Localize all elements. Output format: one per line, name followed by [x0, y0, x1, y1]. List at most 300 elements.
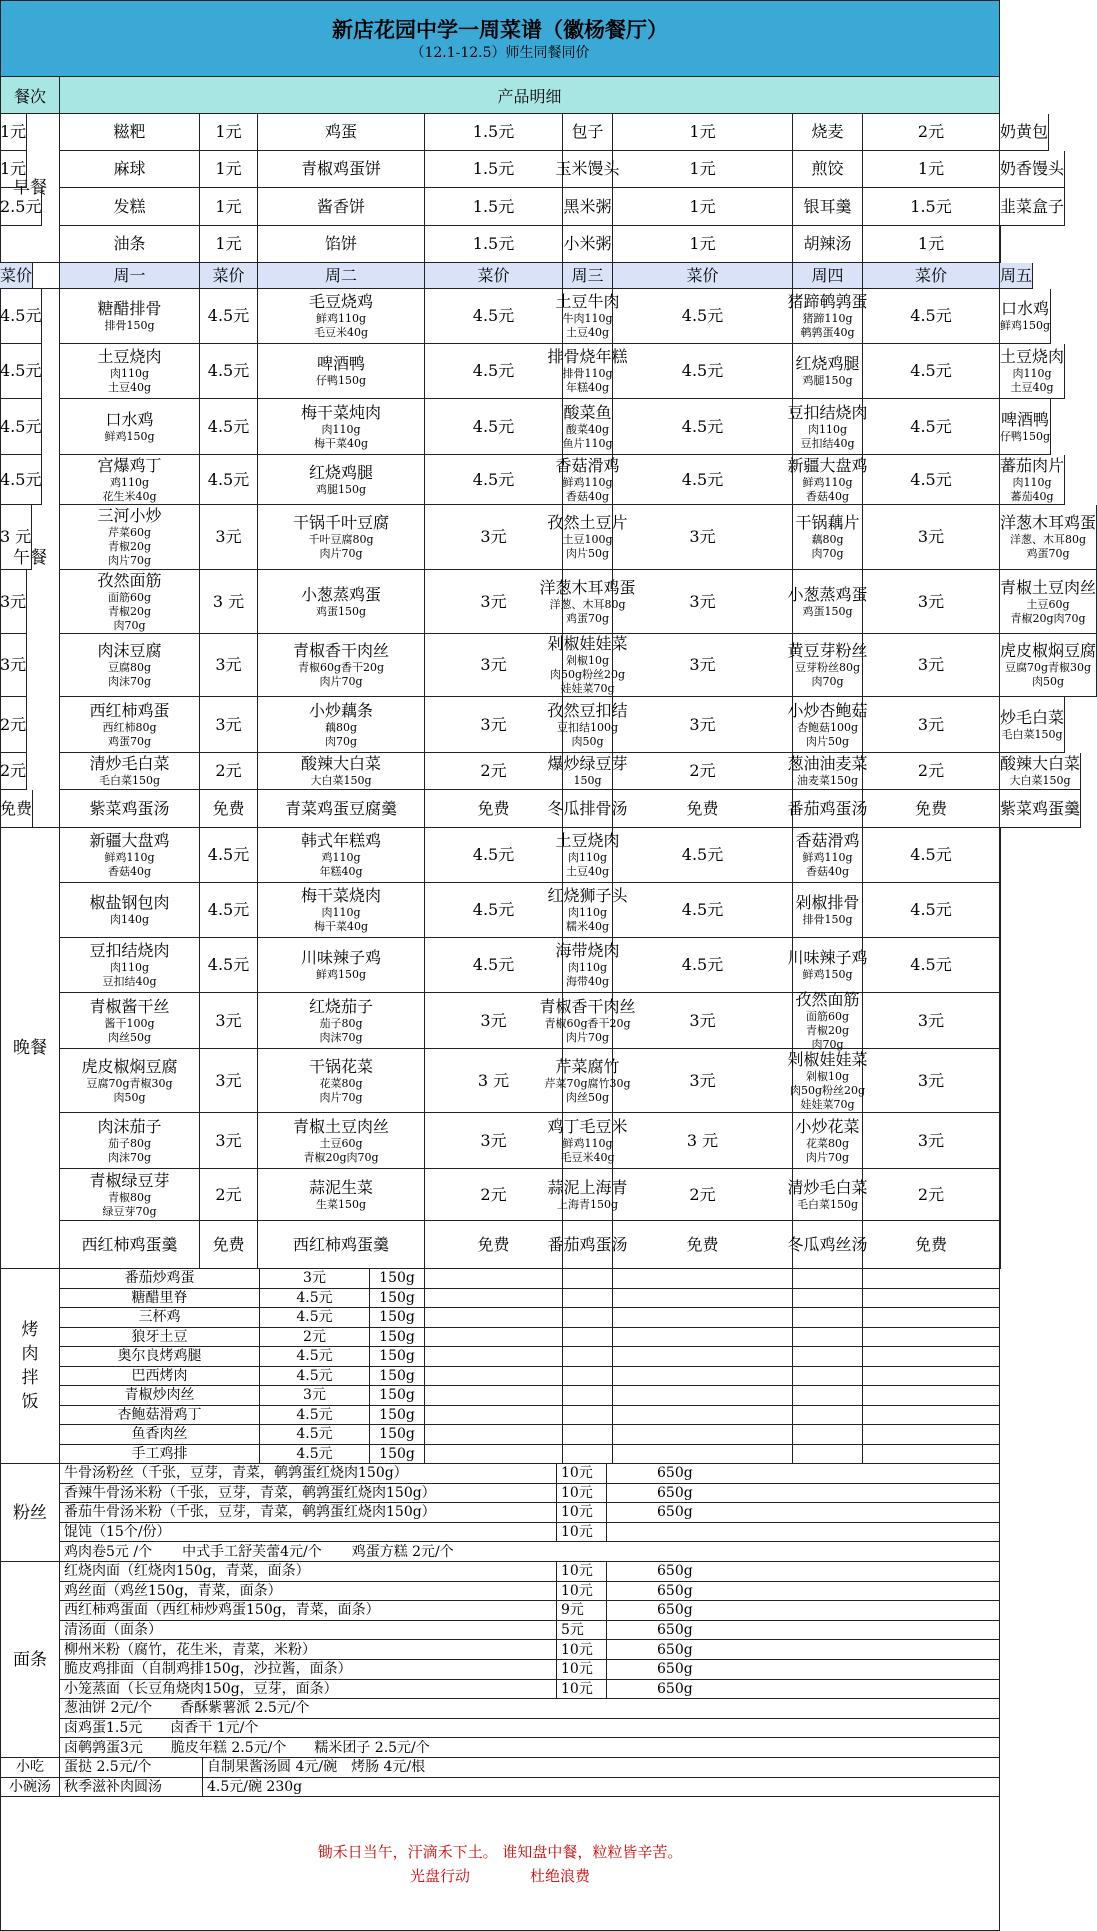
bbq-price: 4.5元: [260, 1308, 370, 1328]
empty-cell: [425, 1308, 563, 1328]
dish-ingredient: 面筋60g: [107, 590, 152, 604]
dish-price: 3元: [425, 993, 563, 1049]
dish-price: 4.5元: [200, 828, 258, 883]
dish-cell: [547, 505, 628, 570]
dish-cell: [793, 1113, 863, 1169]
dish-ingredient: 肉110g: [321, 422, 361, 436]
dish-ingredient: 上海青150g: [556, 1197, 619, 1211]
menu-price: 10元: [557, 1582, 607, 1602]
dish-ingredient: 糯米40g: [565, 920, 610, 933]
dish-ingredient: 生菜150g: [315, 1197, 367, 1211]
dish-cell: [793, 505, 863, 570]
bbq-weight: 150g: [370, 1445, 425, 1465]
dish-cell: [258, 1049, 425, 1113]
day-header: 周二: [258, 263, 425, 289]
dish-cell: [1000, 1169, 1001, 1221]
dish-ingredient: 鲜鸡110g: [802, 475, 853, 489]
empty-cell: [613, 1367, 793, 1387]
menu-price: 10元: [557, 1484, 607, 1504]
dish-ingredient: 娃娃菜70g: [800, 1097, 855, 1111]
dish-ingredient: 茄子80g: [107, 1136, 152, 1150]
empty-cell: [425, 1289, 563, 1309]
dish-name: 小葱蒸鸡蛋: [300, 584, 381, 604]
dish-ingredient: 西红柿80g: [102, 720, 157, 734]
menu-weight: [607, 1523, 1000, 1543]
dish-price: 4.5元: [863, 455, 1000, 505]
menu-price: 10元: [557, 1562, 607, 1582]
breakfast-item: 胡辣汤: [793, 226, 863, 263]
dish-ingredient: 大白菜150g: [310, 774, 372, 787]
dish-ingredient: 土豆40g: [565, 865, 610, 878]
dish-name: 小炒藕条: [308, 700, 373, 720]
snack-item-b: 自制果酱汤圆 4元/碗 烤肠 4元/根: [203, 1758, 1000, 1778]
bbq-weight: 150g: [370, 1328, 425, 1348]
dish-name: 洋葱木耳鸡蛋: [1000, 513, 1097, 532]
dish-ingredient: 肉70g: [811, 547, 844, 560]
dish-ingredient: 绿豆芽70g: [102, 1204, 157, 1218]
breakfast-price: 1元: [200, 151, 258, 188]
breakfast-label: 早餐: [0, 114, 60, 263]
dish-cell: [258, 344, 425, 399]
breakfast-item: 韭菜盒子: [1000, 188, 1065, 226]
price-header: 菜价: [863, 263, 1000, 289]
day-header: 周三: [563, 263, 613, 289]
dish-cell: [555, 828, 620, 883]
dish-cell: [1000, 753, 1081, 790]
dish-ingredient: 肉丝50g: [107, 1030, 152, 1044]
dish-price: 3元: [863, 1049, 1000, 1113]
dish-cell: [258, 1221, 425, 1269]
bbq-item: 狼牙土豆: [60, 1328, 260, 1348]
breakfast-price: 2.5元: [0, 188, 42, 226]
dish-ingredient: 肉70g: [113, 618, 146, 632]
dish-price: 4.5元: [613, 455, 793, 505]
dish-ingredient: 芹菜60g: [107, 526, 152, 539]
dish-cell: [1000, 289, 1051, 344]
dish-price: 4.5元: [200, 399, 258, 455]
noodles-rice-label: 粉丝: [0, 1464, 60, 1562]
empty-cell: [425, 1269, 563, 1289]
breakfast-item: 银耳羹: [793, 188, 863, 226]
dish-price: 3元: [613, 634, 793, 697]
breakfast-price: 1.5元: [425, 226, 563, 263]
dish-ingredient: 土豆60g: [1026, 597, 1070, 611]
menu-price: 10元: [557, 1680, 607, 1700]
empty-cell: [793, 1386, 863, 1406]
dish-name: 土豆烧肉: [1000, 347, 1065, 366]
dish-price: 4.5元: [200, 938, 258, 993]
dish-cell: [1000, 1049, 1001, 1113]
empty-cell: [863, 1269, 1000, 1289]
price-header: 菜价: [613, 263, 793, 289]
dish-ingredient: 香菇40g: [565, 489, 610, 503]
menu-weight: 650g: [607, 1503, 1000, 1523]
day-header: 周一: [60, 263, 200, 289]
dish-price: [0, 1113, 1, 1169]
dish-name: 青椒绿豆芽: [89, 1170, 170, 1190]
dish-price: 3元: [200, 1113, 258, 1169]
dish-price: 3元: [613, 697, 793, 753]
dish-ingredient: 豆扣结40g: [800, 436, 855, 450]
dish-cell: [1000, 1113, 1001, 1169]
dish-price: 3元: [863, 634, 1000, 697]
bbq-item: 三杯鸡: [60, 1308, 260, 1328]
empty-cell: [863, 1445, 1000, 1465]
dish-cell: [60, 753, 200, 790]
dish-name: 啤酒鸭: [316, 354, 365, 373]
dish-name: 剁椒娃娃菜: [787, 1049, 868, 1069]
dish-cell: [1000, 344, 1065, 399]
bbq-item: 番茄炒鸡蛋: [60, 1269, 260, 1289]
page-title: 新店花园中学一周菜谱（徽杨餐厅）: [332, 16, 668, 42]
dish-ingredient: 肉片70g: [805, 1150, 850, 1164]
dish-cell: [539, 993, 636, 1049]
dish-name: 番茄鸡蛋汤: [547, 1234, 628, 1254]
breakfast-price: 1元: [200, 226, 258, 263]
dish-cell: [547, 1221, 628, 1269]
dish-cell: [258, 938, 425, 993]
dish-ingredient: 鲜鸡110g: [562, 1136, 613, 1150]
dish-name: 酸辣大白菜: [1000, 754, 1081, 773]
dish-cell: [60, 634, 200, 697]
dish-ingredient: 肉沫70g: [107, 1150, 152, 1164]
dish-name: 川味辣子鸡: [300, 948, 381, 967]
dish-name: 虎皮椒焖豆腐: [81, 1056, 178, 1076]
dish-ingredient: 毛白菜150g: [796, 1197, 859, 1211]
empty-cell: [563, 1445, 613, 1465]
dish-cell: [258, 289, 425, 344]
breakfast-price: 1元: [0, 114, 27, 151]
dish-price: 2元: [0, 753, 27, 790]
bbq-weight: 150g: [370, 1386, 425, 1406]
dish-price: 2元: [863, 753, 1000, 790]
menu-item: 馄饨（15个/份）: [60, 1523, 557, 1543]
dish-name: 黄豆芽粉丝: [787, 641, 868, 660]
empty-cell: [613, 1289, 793, 1309]
dish-price: 3元: [863, 993, 1000, 1049]
dish-cell: [787, 289, 868, 344]
breakfast-price: [0, 226, 1, 263]
dish-cell: [787, 938, 868, 993]
dish-cell: [547, 753, 628, 790]
empty-cell: [613, 1269, 793, 1289]
dish-price: 免费: [863, 1221, 1000, 1269]
dish-ingredient: 鲜鸡150g: [104, 429, 155, 443]
menu-item: 牛骨汤粉丝（千张，豆芽，青菜，鹌鹑蛋红烧肉150g）: [60, 1464, 557, 1484]
breakfast-price: 1.5元: [425, 114, 563, 151]
dish-cell: [60, 455, 200, 505]
dish-ingredient: 肉片70g: [319, 1090, 363, 1104]
dish-price: 3 元: [425, 1049, 563, 1113]
breakfast-price: 1元: [613, 114, 793, 151]
menu-item: 清汤面（面条）: [60, 1621, 557, 1641]
dish-price: 3元: [425, 1113, 563, 1169]
bbq-item: 杏鲍菇滑鸡丁: [60, 1406, 260, 1426]
empty-cell: [613, 1308, 793, 1328]
dish-price: 4.5元: [425, 938, 563, 993]
bbq-price: 2元: [260, 1328, 370, 1348]
dish-ingredient: 娃娃菜70g: [560, 682, 615, 695]
dish-price: 4.5元: [200, 883, 258, 938]
dish-name: 口水鸡: [1001, 299, 1050, 318]
dish-cell: [1000, 399, 1051, 455]
dish-price: 4.5元: [0, 399, 42, 455]
dish-name: 三河小炒: [97, 506, 162, 525]
dish-cell: [1000, 634, 1097, 697]
dish-price: [0, 993, 1, 1049]
dish-ingredient: 肉70g: [324, 734, 358, 748]
dish-price: 3元: [0, 570, 27, 634]
dish-ingredient: 肉片70g: [319, 547, 363, 560]
dish-price: 3元: [200, 505, 258, 570]
dish-ingredient: 青椒20g: [107, 540, 152, 553]
empty-cell: [563, 1386, 613, 1406]
dish-ingredient: 青椒20g肉70g: [303, 1150, 379, 1164]
dish-cell: [787, 1049, 868, 1113]
empty-cell: [863, 1425, 1000, 1445]
dish-ingredient: 肉110g: [567, 961, 608, 974]
empty-cell: [793, 1308, 863, 1328]
dish-cell: [1000, 938, 1001, 993]
dish-ingredient: 酱干100g: [104, 1016, 155, 1030]
dish-ingredient: 肉50g: [571, 734, 604, 748]
bbq-item: 手工鸡排: [60, 1445, 260, 1465]
menu-price: 10元: [557, 1523, 607, 1543]
dish-name: 青椒土豆肉丝: [292, 1116, 389, 1136]
dish-price: [0, 938, 1, 993]
menu-weight: 650g: [607, 1562, 1000, 1582]
breakfast-price: 1.5元: [863, 188, 1000, 226]
dish-cell: [547, 697, 628, 753]
dish-name: 豆扣结烧肉: [787, 402, 868, 422]
menu-item: 西红柿鸡蛋面（西红柿炒鸡蛋150g，青菜，面条）: [60, 1601, 557, 1621]
dish-price: 4.5元: [425, 399, 563, 455]
dish-price: 3元: [863, 570, 1000, 634]
dish-ingredient: 肉沫70g: [319, 1030, 363, 1044]
dish-ingredient: 千叶豆腐80g: [308, 533, 374, 546]
dish-name: 青椒香干肉丝: [292, 641, 389, 660]
bbq-weight: 150g: [370, 1269, 425, 1289]
dish-ingredient: 鲜鸡150g: [1000, 319, 1051, 332]
bbq-price: 3元: [260, 1269, 370, 1289]
dish-ingredient: 排骨110g: [562, 367, 613, 380]
dish-name: 红烧狮子头: [547, 886, 628, 905]
dish-cell: [787, 753, 868, 790]
dish-name: 啤酒鸭: [1001, 409, 1050, 429]
dish-price: 免费: [200, 1221, 258, 1269]
empty-cell: [793, 1328, 863, 1348]
menu-weight: 650g: [607, 1640, 1000, 1660]
dish-ingredient: 牛肉110g: [562, 312, 613, 325]
dish-cell: [1000, 993, 1001, 1049]
dish-name: 红烧鸡腿: [795, 354, 860, 373]
dish-ingredient: 剁椒10g: [565, 654, 610, 667]
breakfast-price: 1元: [200, 188, 258, 226]
dish-name: 新疆大盘鸡: [89, 831, 170, 850]
empty-cell: [563, 1425, 613, 1445]
dish-cell: [1000, 1221, 1001, 1269]
dish-price: 4.5元: [0, 344, 42, 399]
dish-name: 酸辣大白菜: [300, 754, 381, 773]
dish-ingredient: 海带40g: [565, 975, 610, 988]
dish-name: 虎皮椒焖豆腐: [1000, 641, 1097, 660]
dish-ingredient: 肉140g: [109, 913, 150, 926]
dish-price: 4.5元: [613, 399, 793, 455]
dish-name: 土豆牛肉: [555, 292, 620, 311]
dish-price: 4.5元: [200, 289, 258, 344]
dish-cell: [793, 828, 863, 883]
dish-ingredient: 鸡腿150g: [802, 374, 853, 387]
price-header: 菜价: [0, 263, 33, 289]
dish-price: 免费: [0, 790, 33, 828]
dish-ingredient: 豆腐70g青椒30g: [1004, 661, 1092, 674]
bbq-price: 4.5元: [260, 1425, 370, 1445]
dish-name: 口水鸡: [105, 409, 154, 429]
empty-cell: [863, 1289, 1000, 1309]
dish-name: 土豆烧肉: [555, 831, 620, 850]
dish-ingredient: 毛白菜150g: [98, 774, 161, 787]
dish-ingredient: 鸡蛋70g: [565, 611, 610, 625]
menu-price: 10元: [557, 1660, 607, 1680]
dish-cell: [1000, 505, 1097, 570]
dish-name: 新疆大盘鸡: [787, 455, 868, 475]
dish-cell: [1000, 790, 1081, 828]
breakfast-item: 麻球: [60, 151, 200, 188]
extra-item: 鸡蛋方糕 2元/个: [351, 1543, 454, 1560]
dish-ingredient: 年糕40g: [565, 381, 610, 394]
dish-ingredient: 杏鲍菇100g: [796, 720, 859, 734]
dish-price: 4.5元: [0, 455, 42, 505]
dish-cell: [555, 938, 620, 993]
breakfast-item: 包子: [563, 114, 613, 151]
dish-cell: [60, 1221, 200, 1269]
dish-name: 孜然豆扣结: [547, 700, 628, 720]
breakfast-item: 糍粑: [60, 114, 200, 151]
dish-price: 4.5元: [613, 883, 793, 938]
dish-name: 剁椒排骨: [795, 893, 860, 912]
dish-price: 2元: [613, 753, 793, 790]
empty-cell: [425, 1347, 563, 1367]
breakfast-price: 1元: [200, 114, 258, 151]
bbq-item: 奥尔良烤鸡腿: [60, 1347, 260, 1367]
breakfast-item: 奶黄包: [1000, 114, 1049, 151]
dish-ingredient: 土豆60g: [319, 1136, 363, 1150]
dish-price: 免费: [613, 1221, 793, 1269]
empty-cell: [613, 1445, 793, 1465]
dish-price: 2元: [200, 753, 258, 790]
dish-ingredient: 鲜鸡150g: [802, 968, 853, 981]
breakfast-price: 1.5元: [425, 188, 563, 226]
dish-price: 4.5元: [425, 289, 563, 344]
dish-price: 3元: [425, 505, 563, 570]
empty-cell: [863, 1367, 1000, 1387]
menu-price: 9元: [557, 1601, 607, 1621]
dish-price: 3 元: [0, 505, 32, 570]
dish-name: 香菇滑鸡: [795, 831, 860, 850]
dish-ingredient: 鲜鸡110g: [104, 851, 155, 864]
dish-cell: [547, 344, 628, 399]
dish-name: 蒜泥上海青: [547, 1177, 628, 1197]
dish-price: 3元: [613, 993, 793, 1049]
dish-cell: [1000, 828, 1001, 883]
dish-ingredient: 猪蹄110g: [802, 312, 853, 325]
empty-cell: [425, 1425, 563, 1445]
snack-label: 小吃: [0, 1758, 60, 1778]
menu-price: 5元: [557, 1621, 607, 1641]
menu-item: 脆皮鸡排面（自制鸡排150g，沙拉酱，面条）: [60, 1660, 557, 1680]
dish-name: 清炒毛白菜: [89, 754, 170, 773]
dish-name: 紫菜鸡蛋汤: [89, 798, 170, 818]
dish-ingredient: 鸡蛋150g: [315, 604, 367, 618]
dish-name: 炒毛白菜: [1000, 707, 1065, 727]
dish-price: [0, 1169, 1, 1221]
dish-cell: [60, 289, 200, 344]
dish-price: 免费: [425, 1221, 563, 1269]
dish-ingredient: 肉110g: [1012, 367, 1052, 380]
dish-name: 青椒土豆肉丝: [1000, 577, 1097, 597]
empty-cell: [613, 1406, 793, 1426]
dish-price: 4.5元: [863, 289, 1000, 344]
dish-price: 4.5元: [863, 938, 1000, 993]
dish-ingredient: 肉110g: [567, 906, 608, 919]
dish-name: 红烧茄子: [308, 996, 373, 1016]
dish-cell: [258, 399, 425, 455]
dish-name: 宫爆鸡丁: [97, 455, 162, 475]
dish-ingredient: 青椒20g: [805, 1023, 850, 1037]
dish-cell: [258, 790, 425, 828]
bbq-weight: 150g: [370, 1406, 425, 1426]
bbq-label: 烤肉拌饭: [0, 1269, 60, 1464]
dish-ingredient: 洋葱、木耳80g: [549, 597, 626, 611]
dish-cell: [60, 399, 200, 455]
dish-name: 蒜泥生菜: [308, 1177, 373, 1197]
bbq-price: 4.5元: [260, 1347, 370, 1367]
dish-price: [0, 1049, 1, 1113]
dish-name: 海带烧肉: [555, 941, 620, 960]
dish-ingredient: 肉50g粉丝20g: [549, 668, 626, 681]
footer-slogan: [0, 1797, 1000, 1931]
dish-ingredient: 肉110g: [321, 906, 361, 919]
empty-cell: [425, 1386, 563, 1406]
dish-ingredient: 豆扣结100g: [556, 720, 619, 734]
dish-price: 2元: [863, 1169, 1000, 1221]
dish-name: 青椒香干肉丝: [539, 996, 636, 1016]
dish-price: 免费: [425, 790, 563, 828]
dish-ingredient: 肉沫70g: [107, 675, 152, 688]
bbq-price: 4.5元: [260, 1445, 370, 1465]
menu-item: 红烧肉面（红烧肉150g，青菜，面条）: [60, 1562, 557, 1582]
menu-item: 番茄牛骨汤米粉（千张，豆芽，青菜，鹌鹑蛋红烧肉150g）: [60, 1503, 557, 1523]
dish-cell: [1000, 883, 1001, 938]
dish-cell: [258, 993, 425, 1049]
dish-ingredient: 鸡蛋70g: [107, 734, 152, 748]
dish-price: 4.5元: [425, 344, 563, 399]
dish-cell: [1000, 570, 1097, 634]
dish-price: 3元: [613, 505, 793, 570]
dish-price: 4.5元: [613, 289, 793, 344]
title-banner: [0, 0, 1000, 77]
dish-ingredient: 排骨150g: [802, 913, 853, 926]
dish-ingredient: 仔鸭150g: [1000, 429, 1051, 443]
breakfast-price: 1元: [0, 151, 27, 188]
dish-ingredient: 豆腐70g青椒30g: [86, 1076, 173, 1090]
dish-cell: [787, 1221, 868, 1269]
dish-name: 干锅花菜: [308, 1056, 373, 1076]
empty-cell: [613, 1328, 793, 1348]
dish-price: 4.5元: [425, 455, 563, 505]
dish-name: 猪蹄鹌鹑蛋: [787, 292, 868, 311]
menu-extra: 卤鸡蛋1.5元 卤香干 1元/个: [60, 1719, 1000, 1739]
